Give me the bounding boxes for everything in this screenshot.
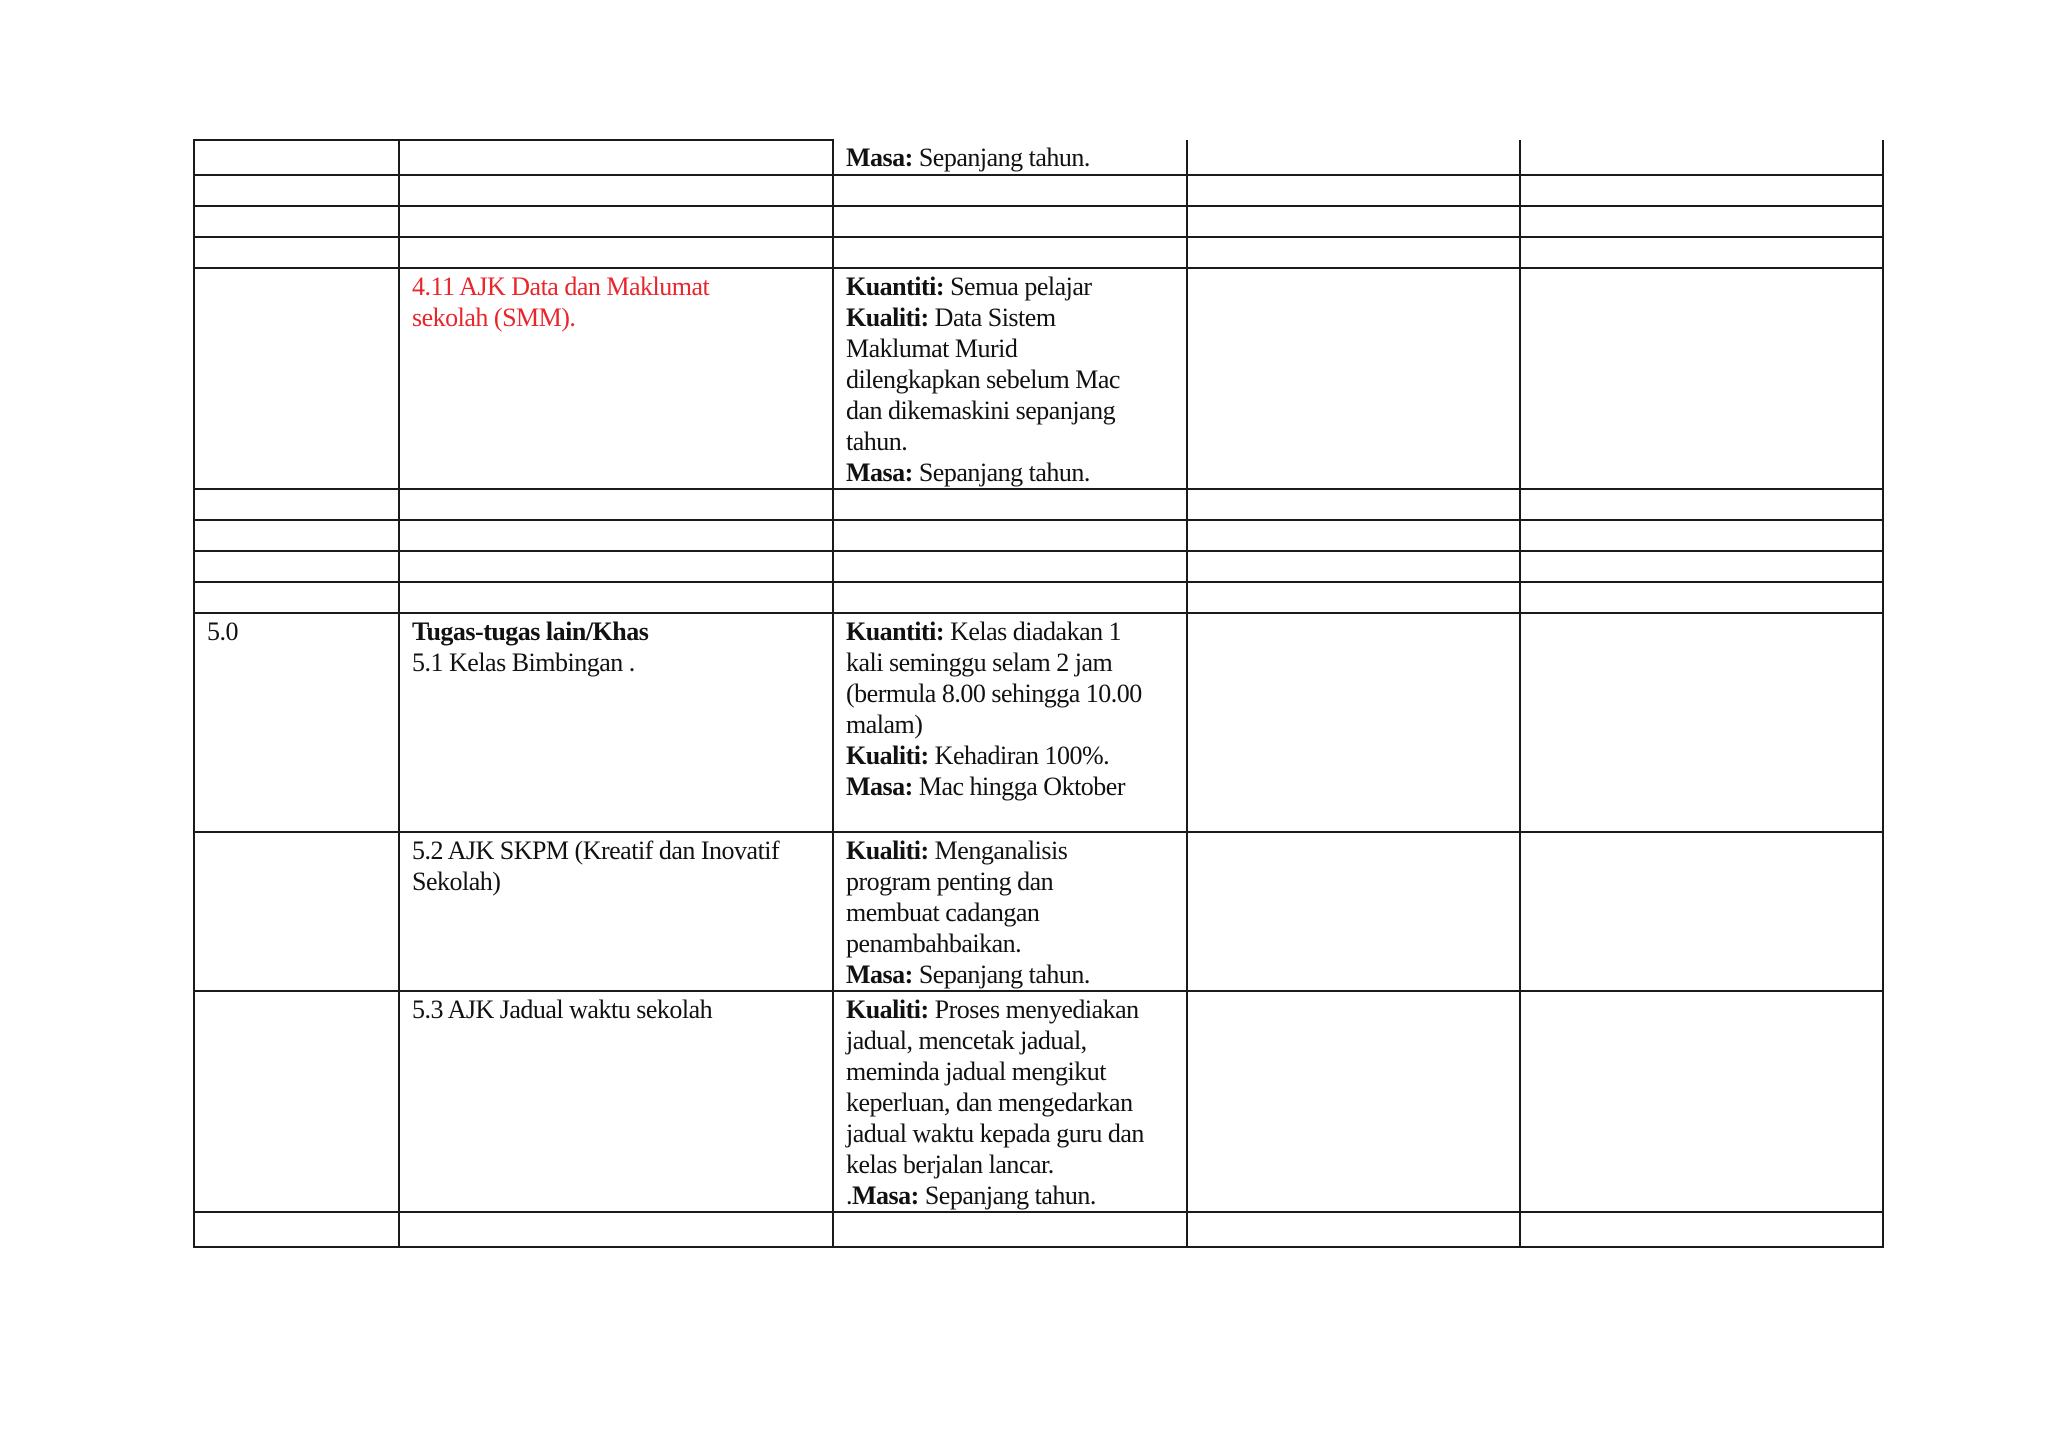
table-row xyxy=(194,582,1883,613)
cell-item xyxy=(399,140,833,175)
cell-blank-5 xyxy=(1520,832,1883,991)
masa-value: Sepanjang tahun. xyxy=(918,1181,1096,1210)
cell-target xyxy=(833,991,1187,1212)
kualiti-label: Kualiti: xyxy=(846,303,929,332)
item-title-line: Sekolah) xyxy=(412,867,501,896)
item-title-line: 5.3 AJK Jadual waktu sekolah xyxy=(412,995,713,1024)
cell-item xyxy=(399,832,833,991)
table-row xyxy=(194,140,1883,175)
cell-target xyxy=(833,613,1187,832)
kualiti-line: jadual waktu kepada guru dan xyxy=(846,1119,1144,1148)
item-title-line: 5.1 Kelas Bimbingan . xyxy=(412,648,635,677)
kuantiti-value: Semua pelajar xyxy=(944,272,1092,301)
table-row xyxy=(194,206,1883,237)
kualiti-line: dilengkapkan sebelum Mac xyxy=(846,365,1120,394)
table-row xyxy=(194,991,1883,1212)
cell-blank-5 xyxy=(1520,613,1883,832)
cell-number xyxy=(194,613,399,832)
cell-item xyxy=(399,268,833,489)
kualiti-value: Kehadiran 100%. xyxy=(928,741,1110,770)
cell-item xyxy=(399,991,833,1212)
cell-blank-5 xyxy=(1520,268,1883,489)
kualiti-line: keperluan, dan mengedarkan xyxy=(846,1088,1133,1117)
masa-label: Masa: xyxy=(846,960,913,989)
kualiti-line xyxy=(846,740,1174,771)
cell-blank-4 xyxy=(1187,613,1520,832)
kuantiti-line xyxy=(846,271,1174,302)
cell-number xyxy=(194,832,399,991)
cell-blank-4 xyxy=(1187,991,1520,1212)
kualiti-line: membuat cadangan xyxy=(846,898,1040,927)
cell-number xyxy=(194,268,399,489)
kualiti-line: tahun. xyxy=(846,427,908,456)
kuantiti-value: Kelas diadakan 1 xyxy=(944,617,1122,646)
table-row xyxy=(194,613,1883,832)
kualiti-label: Kualiti: xyxy=(846,741,929,770)
masa-value: Sepanjang tahun. xyxy=(912,960,1090,989)
masa-line xyxy=(846,771,1174,802)
kualiti-label: Kualiti: xyxy=(846,836,929,865)
kualiti-value: Proses menyediakan xyxy=(928,995,1139,1024)
kuantiti-line: malam) xyxy=(846,710,923,739)
masa-line xyxy=(846,142,1174,173)
program-table xyxy=(193,139,1884,1248)
cell-blank-4 xyxy=(1187,140,1520,175)
kualiti-label: Kualiti: xyxy=(846,995,929,1024)
table-row xyxy=(194,1212,1883,1247)
table-row xyxy=(194,237,1883,268)
item-title-line: sekolah (SMM). xyxy=(412,303,576,332)
kualiti-line: kelas berjalan lancar. xyxy=(846,1150,1054,1179)
section-heading: Tugas-tugas lain/Khas xyxy=(412,617,649,646)
kuantiti-line xyxy=(846,616,1174,647)
table-row xyxy=(194,551,1883,582)
kualiti-line: meminda jadual mengikut xyxy=(846,1057,1106,1086)
masa-line xyxy=(846,959,1174,990)
kualiti-line: penambahbaikan. xyxy=(846,929,1022,958)
kualiti-line: Maklumat Murid xyxy=(846,334,1018,363)
masa-value: Mac hingga Oktober xyxy=(912,772,1125,801)
kualiti-value: Menganalisis xyxy=(928,836,1068,865)
cell-target xyxy=(833,140,1187,175)
table-row xyxy=(194,268,1883,489)
kuantiti-line: (bermula 8.00 sehingga 10.00 xyxy=(846,679,1142,708)
masa-label: Masa: xyxy=(846,772,913,801)
kualiti-value: Data Sistem xyxy=(928,303,1056,332)
cell-blank-5 xyxy=(1520,140,1883,175)
section-number: 5.0 xyxy=(207,617,238,646)
kuantiti-label: Kuantiti: xyxy=(846,617,945,646)
kualiti-line: program penting dan xyxy=(846,867,1054,896)
table-row xyxy=(194,175,1883,206)
masa-line xyxy=(846,1180,1174,1211)
cell-number xyxy=(194,991,399,1212)
masa-value: Sepanjang tahun. xyxy=(912,458,1090,487)
table-row xyxy=(194,832,1883,991)
masa-line xyxy=(846,457,1174,488)
kualiti-line xyxy=(846,835,1174,866)
cell-blank-4 xyxy=(1187,268,1520,489)
item-title-line: 5.2 AJK SKPM (Kreatif dan Inovatif xyxy=(412,836,780,865)
kualiti-line xyxy=(846,302,1174,333)
masa-value: Sepanjang tahun. xyxy=(912,143,1090,172)
kualiti-line: jadual, mencetak jadual, xyxy=(846,1026,1087,1055)
kuantiti-label: Kuantiti: xyxy=(846,272,945,301)
masa-prefix: . xyxy=(846,1181,852,1210)
cell-target xyxy=(833,832,1187,991)
masa-label: Masa: xyxy=(846,458,913,487)
table-row xyxy=(194,489,1883,520)
kualiti-line: dan dikemaskini sepanjang xyxy=(846,396,1116,425)
table-row xyxy=(194,520,1883,551)
kualiti-line xyxy=(846,994,1174,1025)
cell-number xyxy=(194,140,399,175)
cell-target xyxy=(833,268,1187,489)
cell-blank-5 xyxy=(1520,991,1883,1212)
kuantiti-line: kali seminggu selam 2 jam xyxy=(846,648,1113,677)
masa-label: Masa: xyxy=(852,1181,919,1210)
cell-blank-4 xyxy=(1187,832,1520,991)
item-title-line: 4.11 AJK Data dan Maklumat xyxy=(412,272,710,301)
cell-item xyxy=(399,613,833,832)
masa-label: Masa: xyxy=(846,143,913,172)
